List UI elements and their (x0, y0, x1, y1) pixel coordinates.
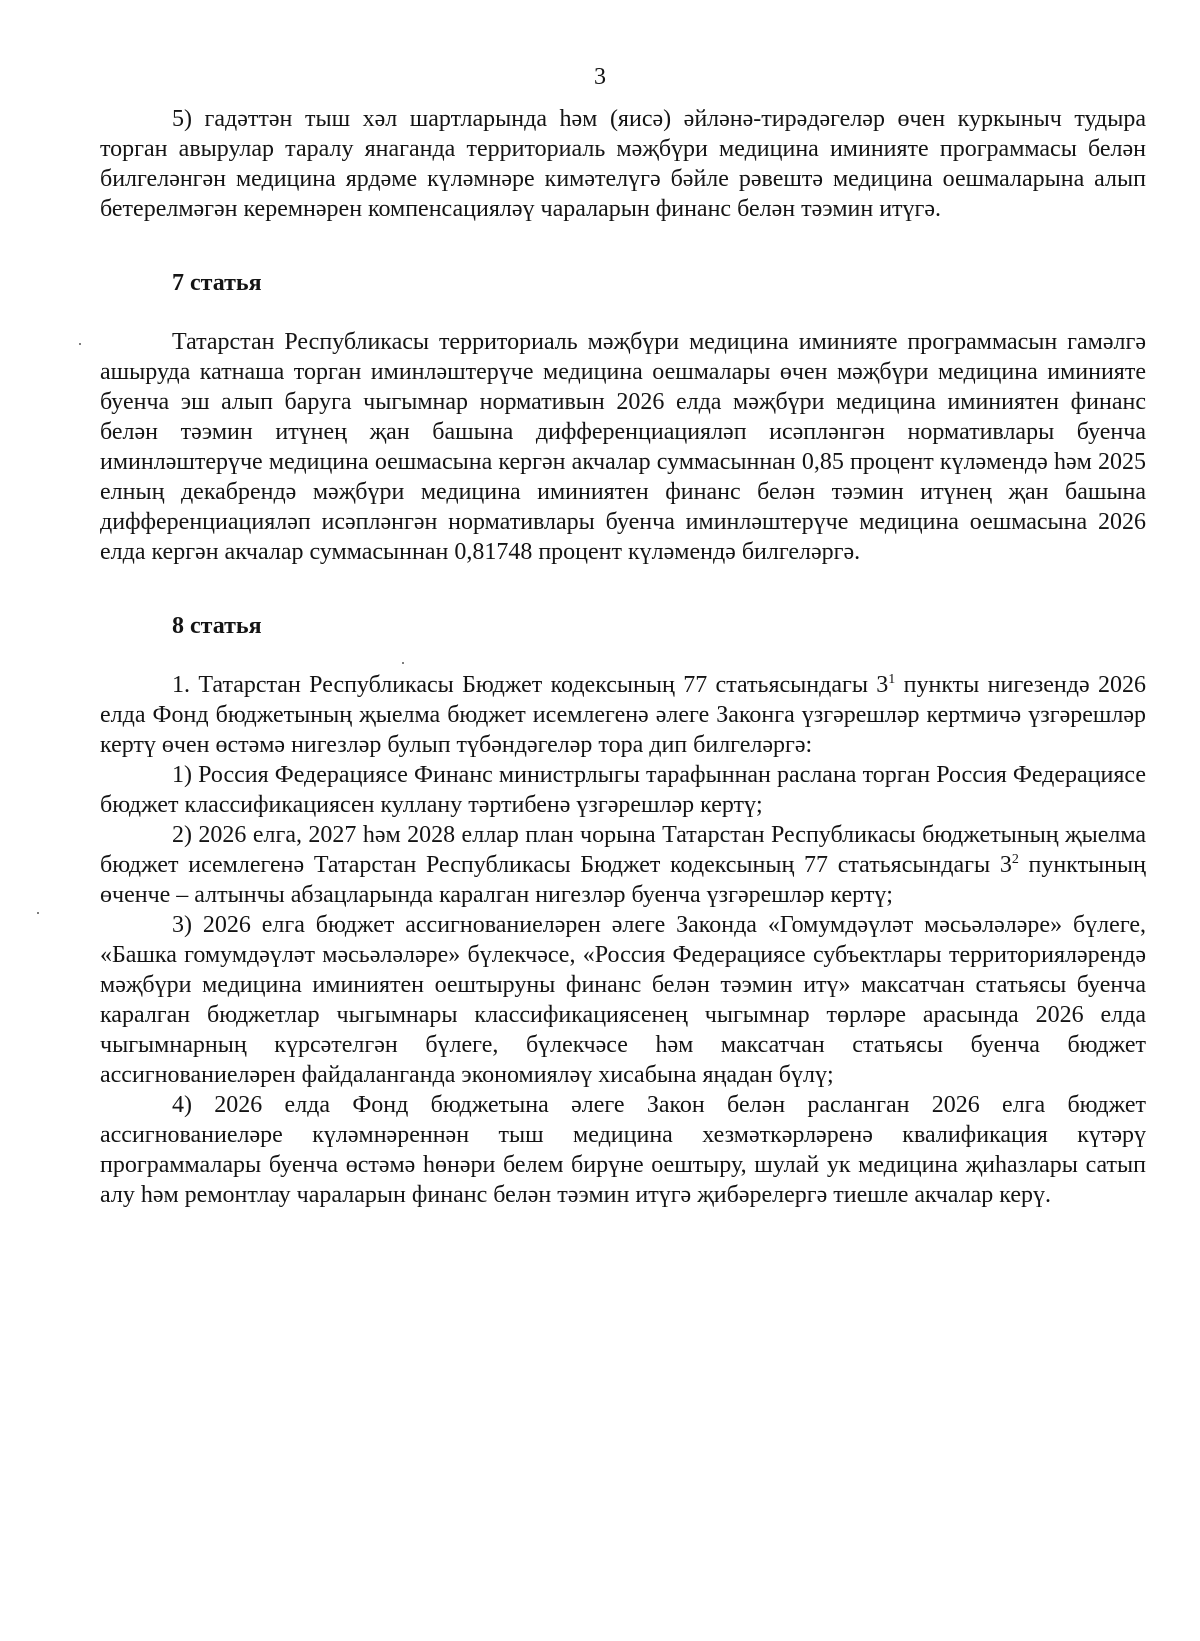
article-8-item-1: 1) Россия Федерациясе Финанс министрлыгы тарафыннан раслана торган Россия Федерациясе бюджет классификациясен куллану тәртибенә үзгәрешләр кертү; (100, 762, 1146, 818)
article-8-item-2-text-a: 2) 2026 елга, 2027 һәм 2028 еллар план чорына Татарстан Республикасы бюджетының җыелма бюджет исемлегенә Татарстан Республикасы Бюджет кодексының 77 статьясындагы 3 (100, 822, 1146, 878)
article-8-item-4: 4) 2026 елда Фонд бюджетына әлеге Закон белән расланган 2026 елга бюджет ассигнованиеләре күләмнәреннән тыш медицина хезмәткәрләренә квалификация күтәрү программалары буенча өстәмә һөнәри белем бирүне оештыру, шулай ук медицина җиһазлары сатып алу һәм ремонтлау чараларын финанс белән тәэмин итүгә җибәрелергә тиешле акчалар керү. (100, 1092, 1146, 1208)
article-8-heading: 8 статья (172, 613, 262, 639)
scan-speck (37, 912, 39, 914)
document-body (100, 104, 1146, 1210)
intro-item-5: 5) гадәттән тыш хәл шартларында һәм (яисә) әйләнә-тирәдәгеләр өчен куркыныч тудыра торган авырулар таралу янаганда территориаль мәҗбүри медицина иминияте программасы белән билгеләнгән медицина ярдәме күләмнәре кимәтелүгә бәйле рәвештә медицина оешмаларына алып бетерелмәгән керемнәрен компенсацияләү чараларын финанс белән тәэмин итүгә. (100, 106, 1146, 222)
article-8-p1-text-a: 1. Татарстан Республикасы Бюджет кодексының 77 статьясындагы 3 (172, 672, 889, 698)
page-number: 3 (594, 64, 606, 90)
article-8-item-2 (100, 820, 1146, 910)
article-8-p1-superscript: 1 (888, 672, 896, 687)
article-8-item-2-text-b: пунктының өченче – алтынчы абзацларында каралган нигезләр буенча үзгәрешләр кертү; (100, 852, 1146, 908)
article-8-p1-text-b: пункты нигезендә 2026 елда Фонд бюджетының җыелма бюджет исемлегенә әлеге Законга үзгәрешләр кертмичә үзгәрешләр кертү өчен өстәмә нигезләр булып түбәндәгеләр тора дип билгеләргә: (100, 672, 1146, 758)
article-7-text: Татарстан Республикасы территориаль мәҗбүри медицина иминияте программасын гамәлгә ашыруда катнаша торган иминләштерүче медицина оешмалары өчен мәҗбүри медицина иминияте буенча эш алып баруга чыгымнар нормативын 2026 елда мәҗбүри медицина иминиятен финанс белән тәэмин итүнең җан башына дифференциацияләп исәпләнгән нормативлары буенча иминләштерүче медицина оешмасына кергән акчалар суммасыннан 0,85 процент күләмендә һәм 2025 елның декабрендә мәҗбүри медицина иминиятен финанс белән тәэмин итүнең җан башына дифференциацияләп исәпләнгән нормативлары буенча иминләштерүче медицина оешмасына 2026 елда кергән акчалар суммасыннан 0,81748 процент күләмендә билгеләргә. (100, 329, 1146, 565)
article-7-heading: 7 статья (172, 270, 262, 296)
article-8-paragraph-1 (100, 670, 1146, 760)
article-8-item-3: 3) 2026 елга бюджет ассигнованиеләрен әлеге Законда «Гомумдәүләт мәсьәләләре» бүлеге, «Башка гомумдәүләт мәсьәләләре» бүлекчәсе, «Россия Федерациясе субъектлары территорияләрендә мәҗбүри медицина иминиятен оештыруны финанс белән тәэмин итү» максатчан статьясы буенча каралган бюджетлар чыгымнары классификациясенең чыгымнар төрләре арасында 2026 елда чыгымнарның күрсәтелгән бүлеге, бүлекчәсе һәм максатчан статьясы буенча бюджет ассигнованиеләрен файдаланганда экономияләү хисабына яңадан бүлү; (100, 912, 1146, 1088)
scan-speck (79, 343, 81, 345)
scan-speck (402, 662, 404, 664)
article-8-item-2-superscript: 2 (1011, 852, 1019, 867)
